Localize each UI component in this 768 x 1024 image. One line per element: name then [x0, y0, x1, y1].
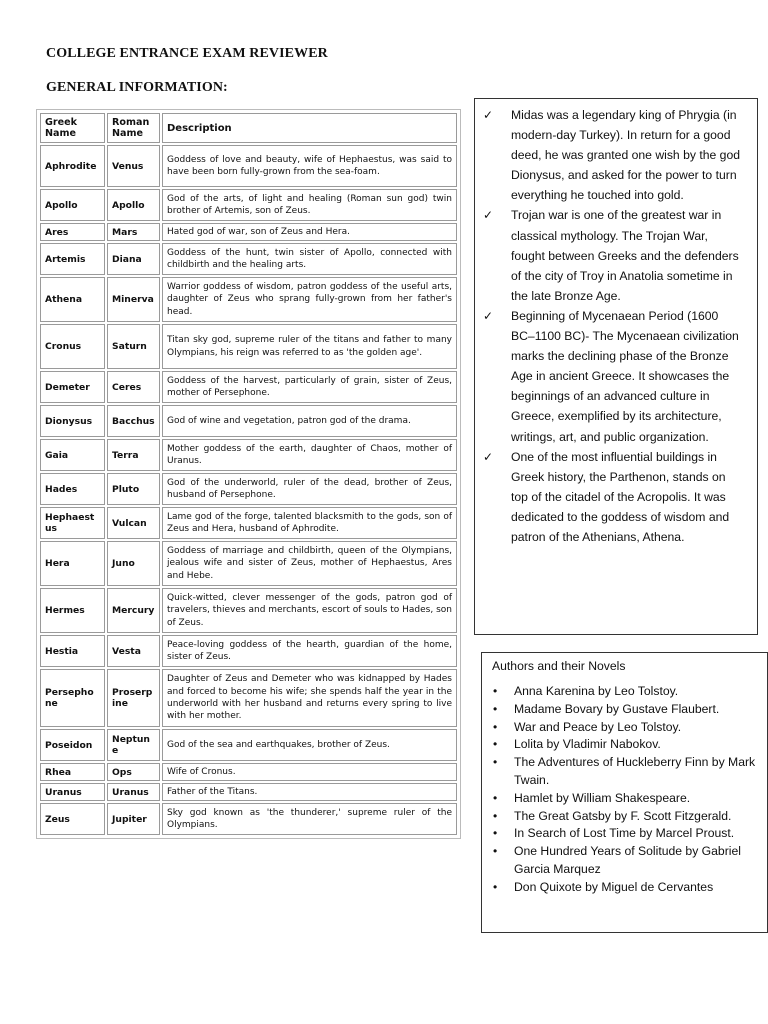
novel-item	[492, 879, 762, 897]
table-row	[40, 324, 457, 369]
table-row	[40, 729, 457, 761]
fact-item	[483, 205, 745, 305]
novel-text: The Great Gatsby by F. Scott Fitzgerald.	[514, 808, 732, 823]
bullet-icon: •	[493, 755, 498, 770]
greek-name-cell: Athena	[40, 277, 105, 322]
table-row	[40, 371, 457, 403]
column-header-description: Description	[162, 113, 457, 143]
description-cell: God of wine and vegetation, patron god of the drama.	[162, 405, 457, 437]
table-row	[40, 439, 457, 471]
greek-name-cell: Poseidon	[40, 729, 105, 761]
description-cell: Daughter of Zeus and Demeter who was kidnapped by Hades and forced to become his wife; she spends half the year in the underworld with her husband and returns every spring to live with her mother.	[162, 669, 457, 727]
greek-name-cell: Rhea	[40, 763, 105, 781]
fact-text: Beginning of Mycenaean Period (1600 BC–1100 BC)- The Mycenaean civilization marks the declining phase of the Bronze Age in ancient Greece. It showcases the beginnings of an advanced culture in Greece, exemplified by its architecture, writings, art, and public organization.	[511, 308, 739, 444]
roman-name-cell: Uranus	[107, 783, 160, 801]
bullet-icon: •	[493, 719, 498, 734]
table-row	[40, 189, 457, 221]
roman-name-cell: Pluto	[107, 473, 160, 505]
section-heading: GENERAL INFORMATION:	[46, 80, 228, 95]
greek-name-cell: Cronus	[40, 324, 105, 369]
greek-name-cell: Persephone	[40, 669, 105, 727]
greek-name-cell: Hestia	[40, 635, 105, 667]
page-title: COLLEGE ENTRANCE EXAM REVIEWER	[46, 46, 328, 61]
roman-name-cell: Vesta	[107, 635, 160, 667]
greek-name-cell: Hephaestus	[40, 507, 105, 539]
facts-box	[474, 98, 758, 635]
table-row	[40, 405, 457, 437]
fact-item	[483, 306, 745, 447]
column-header-greek: Greek Name	[40, 113, 105, 143]
greek-name-cell: Ares	[40, 223, 105, 241]
description-cell: Goddess of love and beauty, wife of Hephaestus, was said to have been born fully-grown from the sea-foam.	[162, 145, 457, 187]
roman-name-cell: Apollo	[107, 189, 160, 221]
greek-name-cell: Demeter	[40, 371, 105, 403]
facts-list	[475, 99, 757, 547]
roman-name-cell: Jupiter	[107, 803, 160, 835]
novel-text: Hamlet by William Shakespeare.	[514, 790, 691, 805]
description-cell: God of the underworld, ruler of the dead, brother of Zeus, husband of Persephone.	[162, 473, 457, 505]
novel-text: War and Peace by Leo Tolstoy.	[514, 719, 682, 734]
novels-heading: Authors and their Novels	[492, 659, 626, 673]
bullet-icon: •	[493, 737, 498, 752]
description-cell: Titan sky god, supreme ruler of the titans and father to many Olympians, his reign was referred to as 'the golden age'.	[162, 324, 457, 369]
description-cell: Father of the Titans.	[162, 783, 457, 801]
description-cell: Lame god of the forge, talented blacksmith to the gods, son of Zeus and Hera, husband of Aphrodite.	[162, 507, 457, 539]
bullet-icon: •	[493, 844, 498, 859]
gods-table	[38, 111, 459, 837]
novel-item	[492, 825, 762, 843]
novel-item	[492, 808, 762, 826]
table-row	[40, 145, 457, 187]
roman-name-cell: Minerva	[107, 277, 160, 322]
novel-text: Lolita by Vladimir Nabokov.	[514, 737, 661, 752]
bullet-icon: •	[493, 701, 498, 716]
roman-name-cell: Juno	[107, 541, 160, 586]
bullet-icon: •	[493, 808, 498, 823]
table-row	[40, 669, 457, 727]
table-row	[40, 588, 457, 633]
description-cell: Quick-witted, clever messenger of the gods, patron god of travelers, thieves and merchants, escort of souls to Hades, son of Zeus.	[162, 588, 457, 633]
description-cell: God of the sea and earthquakes, brother of Zeus.	[162, 729, 457, 761]
column-header-roman: Roman Name	[107, 113, 160, 143]
table-row	[40, 763, 457, 781]
description-cell: Peace-loving goddess of the hearth, guardian of the home, sister of Zeus.	[162, 635, 457, 667]
bullet-icon: •	[493, 879, 498, 894]
fact-text: Trojan war is one of the greatest war in classical mythology. The Trojan War, fought between Greeks and the defenders of the city of Troy in Anatolia sometime in the late Bronze Age.	[511, 208, 739, 303]
roman-name-cell: Vulcan	[107, 507, 160, 539]
novel-item	[492, 790, 762, 808]
table-row	[40, 507, 457, 539]
checkmark-icon: ✓	[483, 108, 494, 122]
description-cell: Goddess of the hunt, twin sister of Apollo, connected with childbirth and the healing arts.	[162, 243, 457, 275]
roman-name-cell: Diana	[107, 243, 160, 275]
novel-text: One Hundred Years of Solitude by Gabriel Garcia Marquez	[514, 844, 741, 876]
fact-item	[483, 105, 745, 205]
greek-name-cell: Hades	[40, 473, 105, 505]
greek-name-cell: Dionysus	[40, 405, 105, 437]
roman-name-cell: Terra	[107, 439, 160, 471]
table-row	[40, 223, 457, 241]
roman-name-cell: Ops	[107, 763, 160, 781]
description-cell: Hated god of war, son of Zeus and Hera.	[162, 223, 457, 241]
novel-text: In Search of Lost Time by Marcel Proust.	[514, 826, 735, 841]
novel-item	[492, 754, 762, 790]
table-row	[40, 635, 457, 667]
roman-name-cell: Mars	[107, 223, 160, 241]
novel-text: Don Quixote by Miguel de Cervantes	[514, 879, 714, 894]
novel-text: Anna Karenina by Leo Tolstoy.	[514, 684, 679, 698]
description-cell: Mother goddess of the earth, daughter of Chaos, mother of Uranus.	[162, 439, 457, 471]
description-cell: Goddess of marriage and childbirth, queen of the Olympians, jealous wife and sister of Zeus, mother of Hephaestus, Ares and Hebe.	[162, 541, 457, 586]
description-cell: Warrior goddess of wisdom, patron goddess of the useful arts, daughter of Zeus who sprang fully-grown from her father's head.	[162, 277, 457, 322]
table-row	[40, 277, 457, 322]
novels-list	[492, 683, 762, 897]
novel-item	[492, 683, 762, 701]
description-cell: Sky god known as 'the thunderer,' supreme ruler of the Olympians.	[162, 803, 457, 835]
novel-item	[492, 719, 762, 737]
novel-text: Madame Bovary by Gustave Flaubert.	[514, 701, 720, 716]
table-row	[40, 541, 457, 586]
greek-name-cell: Gaia	[40, 439, 105, 471]
novels-box	[481, 652, 768, 933]
table-row	[40, 243, 457, 275]
novel-text: The Adventures of Huckleberry Finn by Mark Twain.	[514, 755, 756, 787]
roman-name-cell: Bacchus	[107, 405, 160, 437]
greek-name-cell: Zeus	[40, 803, 105, 835]
roman-name-cell: Proserpine	[107, 669, 160, 727]
greek-name-cell: Hermes	[40, 588, 105, 633]
table-row	[40, 803, 457, 835]
table-header-row	[40, 113, 457, 143]
greek-name-cell: Aphrodite	[40, 145, 105, 187]
bullet-icon: •	[493, 826, 498, 841]
bullet-icon: •	[493, 790, 498, 805]
greek-name-cell: Apollo	[40, 189, 105, 221]
greek-name-cell: Hera	[40, 541, 105, 586]
novel-item	[492, 843, 762, 879]
description-cell: Wife of Cronus.	[162, 763, 457, 781]
fact-item	[483, 447, 745, 547]
table-row	[40, 783, 457, 801]
greek-name-cell: Uranus	[40, 783, 105, 801]
checkmark-icon: ✓	[483, 449, 494, 464]
roman-name-cell: Neptune	[107, 729, 160, 761]
description-cell: Goddess of the harvest, particularly of grain, sister of Zeus, mother of Persephone.	[162, 371, 457, 403]
novel-item	[492, 736, 762, 754]
fact-text: One of the most influential buildings in Greek history, the Parthenon, stands on top of the citadel of the Acropolis. It was dedicated to the goddess of wisdom and patron of the Athenians, Athena.	[511, 449, 730, 544]
description-cell: God of the arts, of light and healing (Roman sun god) twin brother of Artemis, son of Zeus.	[162, 189, 457, 221]
checkmark-icon: ✓	[483, 208, 494, 223]
checkmark-icon: ✓	[483, 308, 494, 323]
roman-name-cell: Ceres	[107, 371, 160, 403]
fact-text: Midas was a legendary king of Phrygia (in modern-day Turkey). In return for a good deed, he was granted one wish by the god Dionysus, and asked for the power to turn everything he touched into gold.	[511, 108, 741, 203]
roman-name-cell: Venus	[107, 145, 160, 187]
bullet-icon: •	[493, 684, 498, 698]
roman-name-cell: Saturn	[107, 324, 160, 369]
table-row	[40, 473, 457, 505]
novel-item	[492, 701, 762, 719]
greek-name-cell: Artemis	[40, 243, 105, 275]
roman-name-cell: Mercury	[107, 588, 160, 633]
